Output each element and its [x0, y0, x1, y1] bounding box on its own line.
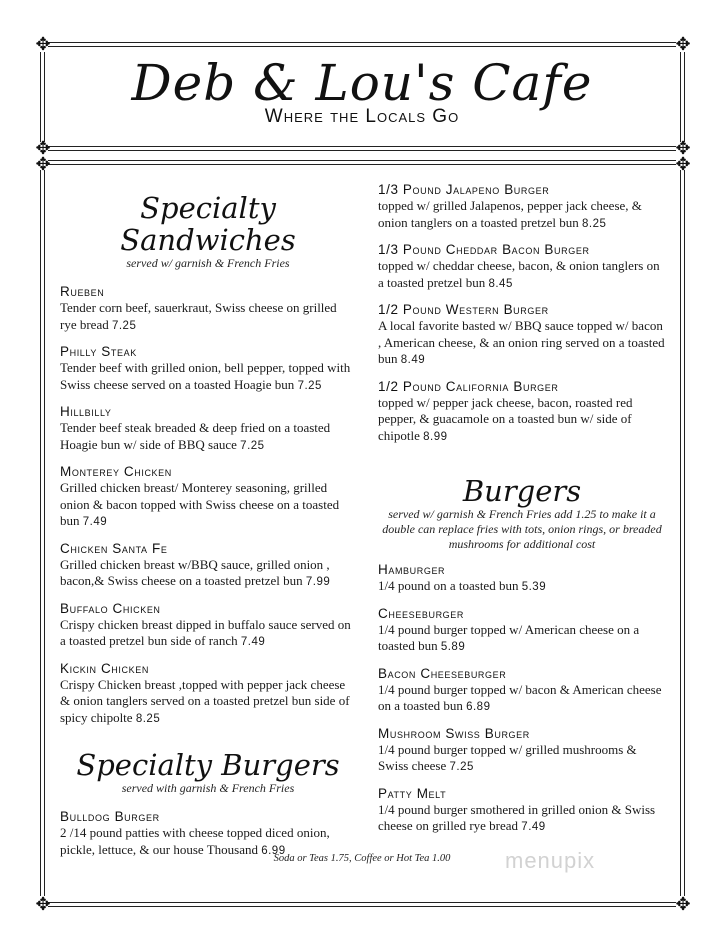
- item-description: 1/4 pound burger topped w/ bacon & American cheese on a toasted bun 6.89: [378, 681, 662, 713]
- item-description: 1/4 pound burger topped w/ grilled mushrooms & Swiss cheese 7.25: [378, 741, 637, 773]
- item-description: topped w/ grilled Jalapenos, pepper jack cheese, & onion tanglers on a toasted pretzel bun 8.25: [378, 198, 642, 230]
- body-top-border-inner: [48, 164, 676, 165]
- item-list: [60, 283, 356, 727]
- item-name: 1/3 Pound Cheddar Bacon Burger: [378, 242, 590, 257]
- menu-item: [60, 808, 356, 859]
- item-description: Tender corn beef, sauerkraut, Swiss cheese on grilled rye bread 7.25: [60, 300, 337, 332]
- menu-item: [378, 665, 666, 716]
- body-top-border: [48, 160, 676, 161]
- section-specialty-burgers: [60, 749, 356, 859]
- corner-ornament-icon: ✥: [35, 138, 51, 158]
- item-name: Bulldog Burger: [60, 809, 160, 824]
- item-name: Hillbilly: [60, 404, 112, 419]
- menu-item: [378, 181, 666, 232]
- menu-item: [378, 301, 666, 369]
- item-name: Buffalo Chicken: [60, 600, 161, 616]
- item-name: Kickin Chicken: [60, 660, 149, 676]
- item-price: 7.99: [305, 576, 331, 588]
- item-description: topped w/ pepper jack cheese, bacon, roasted red pepper, & guacamole on a toasted bun w/ side of chipotle 8.99: [378, 394, 633, 443]
- item-price: 5.39: [521, 581, 547, 593]
- item-description: topped w/ cheddar cheese, bacon, & onion tanglers on a toasted pretzel bun 8.45: [378, 258, 660, 290]
- right-column: [378, 172, 666, 836]
- item-price: 7.25: [297, 379, 322, 392]
- corner-ornament-icon: ✥: [35, 154, 51, 174]
- header-bottom-border: [48, 146, 676, 147]
- corner-ornament-icon: ✥: [675, 894, 691, 914]
- item-list: [60, 808, 356, 859]
- body-right-border-inner: [684, 170, 685, 896]
- section-title: Specialty Sandwiches: [120, 191, 296, 257]
- section-title: Specialty Burgers: [76, 748, 340, 782]
- menu-item: [378, 378, 666, 446]
- item-name: Chicken Santa Fe: [60, 540, 168, 556]
- item-price: 7.49: [240, 636, 266, 648]
- item-description: 2 /14 pound patties with cheese topped diced onion, pickle, lettuce, & our house Thousand 6.99: [60, 825, 330, 857]
- item-description: Crispy chicken breast dipped in buffalo sauce served on a toasted pretzel bun side of ranch 7.49: [60, 616, 351, 648]
- item-name: Philly Steak: [60, 344, 137, 359]
- header-bottom-border-inner: [48, 150, 676, 151]
- section-note: served with garnish & French Fries: [121, 781, 295, 795]
- menu-item: [378, 725, 666, 776]
- item-price: 5.89: [440, 641, 466, 653]
- item-name: Patty Melt: [378, 785, 447, 801]
- page-subtitle: Where the Locals Go: [264, 106, 460, 127]
- menu-item: [60, 600, 356, 651]
- menu-item: [60, 283, 356, 334]
- menu-item: [378, 241, 666, 292]
- corner-ornament-icon: ✥: [35, 34, 51, 54]
- section-title: Burgers: [462, 474, 582, 508]
- item-price: 7.25: [449, 761, 474, 773]
- item-description: 1/4 pound burger topped w/ American cheese on a toasted bun 5.89: [378, 621, 640, 653]
- item-description: 1/4 pound on a toasted bun 5.39: [378, 578, 547, 593]
- corner-ornament-icon: ✥: [675, 138, 691, 158]
- watermark: menupix: [505, 848, 596, 873]
- item-price: 7.49: [521, 821, 546, 833]
- item-description: Grilled chicken breast w/BBQ sauce, grilled onion , bacon,& Swiss cheese on a toasted pretzel bun 7.99: [60, 556, 331, 588]
- item-price: 8.99: [423, 430, 448, 443]
- body-left-border-inner: [44, 170, 45, 896]
- item-description: A local favorite basted w/ BBQ sauce topped w/ bacon , American cheese, & an onion ring served on a toasted bun 8.49: [378, 318, 665, 366]
- item-name: Mushroom Swiss Burger: [378, 725, 530, 741]
- item-price: 7.49: [82, 516, 108, 528]
- menu-item: [60, 660, 356, 728]
- section-note: served w/ garnish & French Fries: [126, 256, 290, 270]
- item-price: 6.99: [261, 844, 286, 857]
- corner-ornament-icon: ✥: [35, 894, 51, 914]
- footer-beverages: Soda or Teas 1.75, Coffee or Hot Tea 1.00: [273, 853, 451, 864]
- item-name: Cheeseburger: [378, 605, 464, 621]
- body-bottom-border-inner: [48, 906, 676, 907]
- item-name: Monterey Chicken: [60, 464, 172, 479]
- corner-ornament-icon: ✥: [675, 34, 691, 54]
- item-name: Rueben: [60, 284, 105, 299]
- item-name: 1/2 Pound Western Burger: [378, 302, 549, 317]
- body-bottom-border: [48, 902, 676, 903]
- item-list: [378, 561, 666, 836]
- corner-ornament-icon: ✥: [675, 154, 691, 174]
- section-specialty-burgers-continued: [378, 181, 666, 445]
- item-price: 8.25: [135, 712, 161, 725]
- item-description: Crispy Chicken breast ,topped with pepper jack cheese & onion tanglers served on a toasted pretzel bun side of spicy chipolte 8.25: [60, 676, 350, 725]
- item-price: 7.25: [111, 319, 137, 332]
- left-column: [60, 192, 356, 859]
- item-price: 8.49: [400, 354, 426, 366]
- item-price: 8.25: [581, 217, 607, 230]
- header-top-border: [48, 42, 676, 43]
- menu-item: [60, 540, 356, 591]
- menu-item: [60, 403, 356, 454]
- header-top-border-inner: [48, 46, 676, 47]
- menu-item: [378, 605, 666, 656]
- item-description: 1/4 pound burger smothered in grilled onion & Swiss cheese on grilled rye bread 7.49: [378, 801, 656, 833]
- item-name: 1/3 Pound Jalapeno Burger: [378, 182, 550, 197]
- page-title: Deb & Lou's Cafe: [131, 54, 593, 112]
- item-description: Tender beef steak breaded & deep fried on a toasted Hoagie bun w/ side of BBQ sauce 7.25: [60, 420, 331, 452]
- section-specialty-sandwiches: [60, 192, 356, 727]
- item-price: 8.45: [488, 277, 513, 290]
- menu-item: [378, 561, 666, 596]
- item-name: Hamburger: [378, 562, 446, 577]
- item-price: 7.25: [240, 439, 265, 452]
- menu-item: [378, 785, 666, 836]
- body-right-border: [680, 170, 681, 896]
- section-burgers: [378, 475, 666, 836]
- body-left-border: [40, 170, 41, 896]
- item-price: 6.89: [466, 701, 491, 713]
- section-note: served w/ garnish & French Fries add 1.25 to make it a double can replace fries with tots, onion rings, or breaded mushrooms for additional cost: [382, 507, 662, 551]
- item-name: Bacon Cheeseburger: [378, 665, 507, 681]
- menu-item: [60, 343, 356, 394]
- item-name: 1/2 Pound California Burger: [378, 378, 559, 394]
- item-description: Tender beef with grilled onion, bell pepper, topped with Swiss cheese served on a toasted Hoagie bun 7.25: [60, 360, 351, 392]
- item-description: Grilled chicken breast/ Monterey seasoning, grilled onion & bacon topped with Swiss cheese on a toasted bun 7.49: [60, 480, 340, 528]
- menu-item: [60, 463, 356, 531]
